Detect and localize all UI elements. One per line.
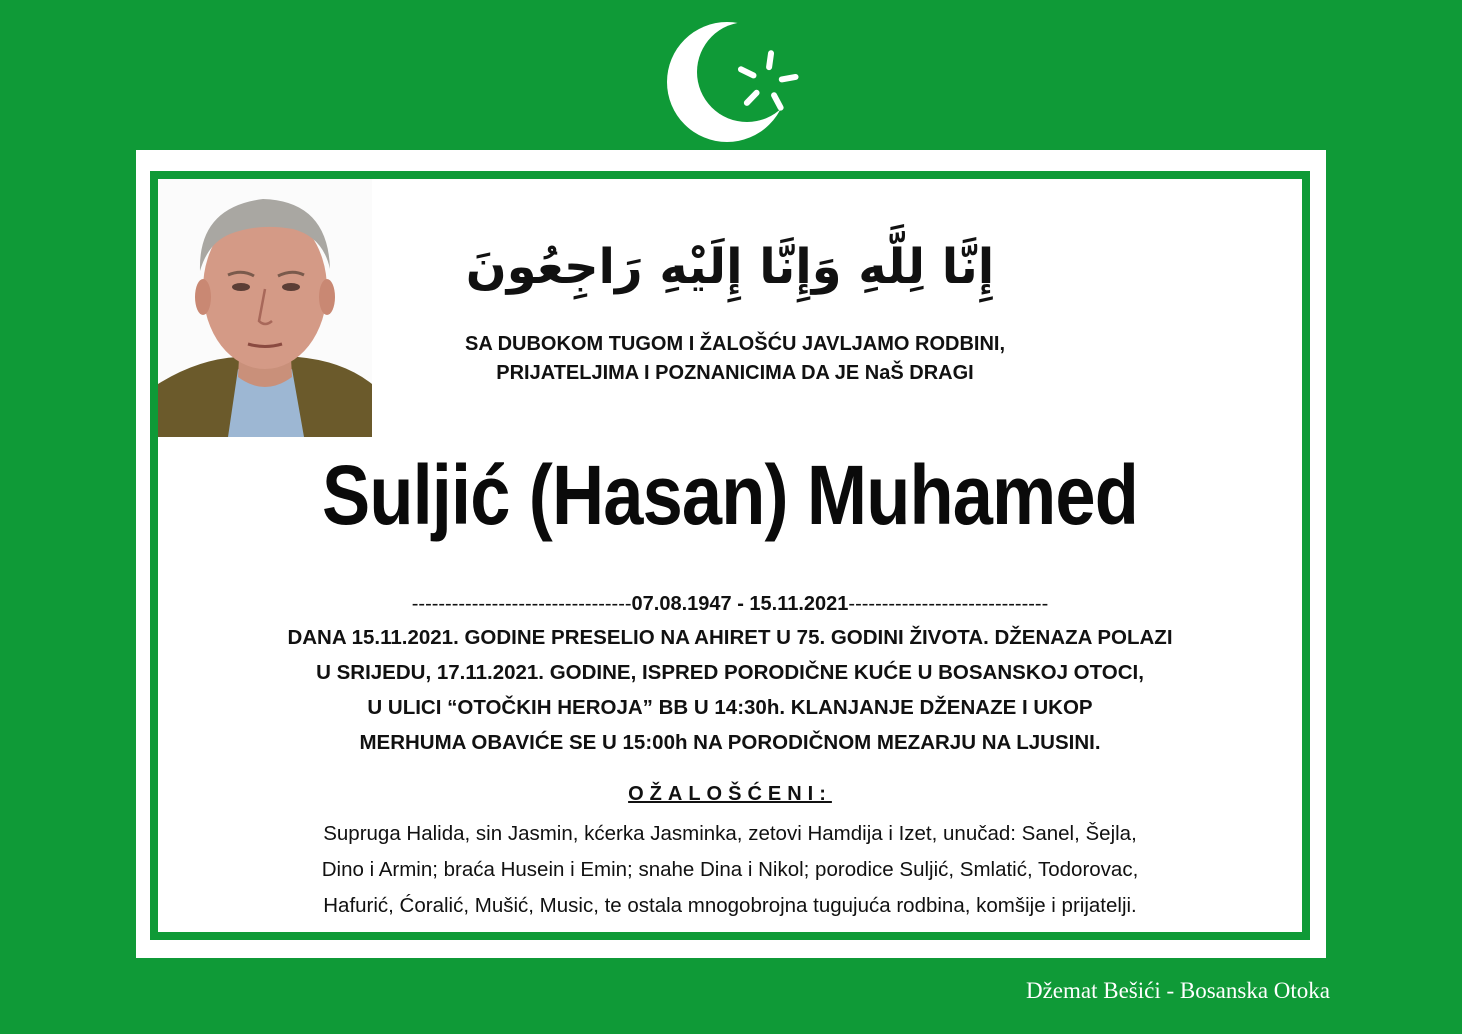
mourners-list xyxy=(180,816,1280,924)
dates-dashes-right: ------------------------------ xyxy=(848,593,1049,615)
mourners-heading: OŽALOŠĆENI: xyxy=(628,783,832,805)
deceased-name: Suljić (Hasan) Muhamed xyxy=(321,448,1139,542)
intro-line-1: SA DUBOKOM TUGOM I ŽALOŠĆU JAVLJAMO RODBINI, xyxy=(465,333,1005,355)
arabic-text: إِنَّا لِلَّهِ وَإِنَّا إِلَيْهِ رَاجِعُونَ xyxy=(465,239,995,295)
announcement-line-1: DANA 15.11.2021. GODINE PRESELIO NA AHIRET U 75. GODINI ŽIVOTA. DŽENAZA POLAZI xyxy=(287,626,1173,649)
mourners-line-2: Dino i Armin; braća Husein i Emin; snahe Dina i Nikol; porodice Suljić, Smlatić, Todorovac, xyxy=(321,858,1139,881)
intro-text xyxy=(360,330,1110,388)
announcement-line-2: U SRIJEDU, 17.11.2021. GODINE, ISPRED PORODIČNE KUĆE U BOSANSKOJ OTOCI, xyxy=(316,661,1144,684)
footer-source: Džemat Bešići - Bosanska Otoka xyxy=(1025,978,1330,1003)
crescent-star-icon xyxy=(665,20,805,145)
life-dates xyxy=(180,590,1280,618)
announcement-line-4: MERHUMA OBAVIĆE SE U 15:00h NA PORODIČNOM MEZARJU NA LJUSINI. xyxy=(359,731,1101,754)
dates-dashes-left: --------------------------------- xyxy=(411,593,632,615)
mourners-line-1: Supruga Halida, sin Jasmin, kćerka Jasminka, zetovi Hamdija i Izet, unučad: Sanel, Šejla, xyxy=(323,822,1137,845)
announcement-line-3: U ULICI “OTOČKIH HEROJA” BB U 14:30h. KLANJANJE DŽENAZE I UKOP xyxy=(367,696,1093,719)
arabic-calligraphy xyxy=(465,205,995,315)
intro-line-2: PRIJATELJIMA I POZNANICIMA DA JE NaŠ DRAGI xyxy=(496,362,974,384)
dates-range: 07.08.1947 - 15.11.2021 xyxy=(631,593,849,615)
deceased-portrait xyxy=(158,179,372,437)
funeral-announcement xyxy=(170,620,1290,760)
mourners-line-3: Hafurić, Ćoralić, Mušić, Music, te ostala mnogobrojna tugujuća rodbina, komšije i prijatelji. xyxy=(323,894,1137,917)
